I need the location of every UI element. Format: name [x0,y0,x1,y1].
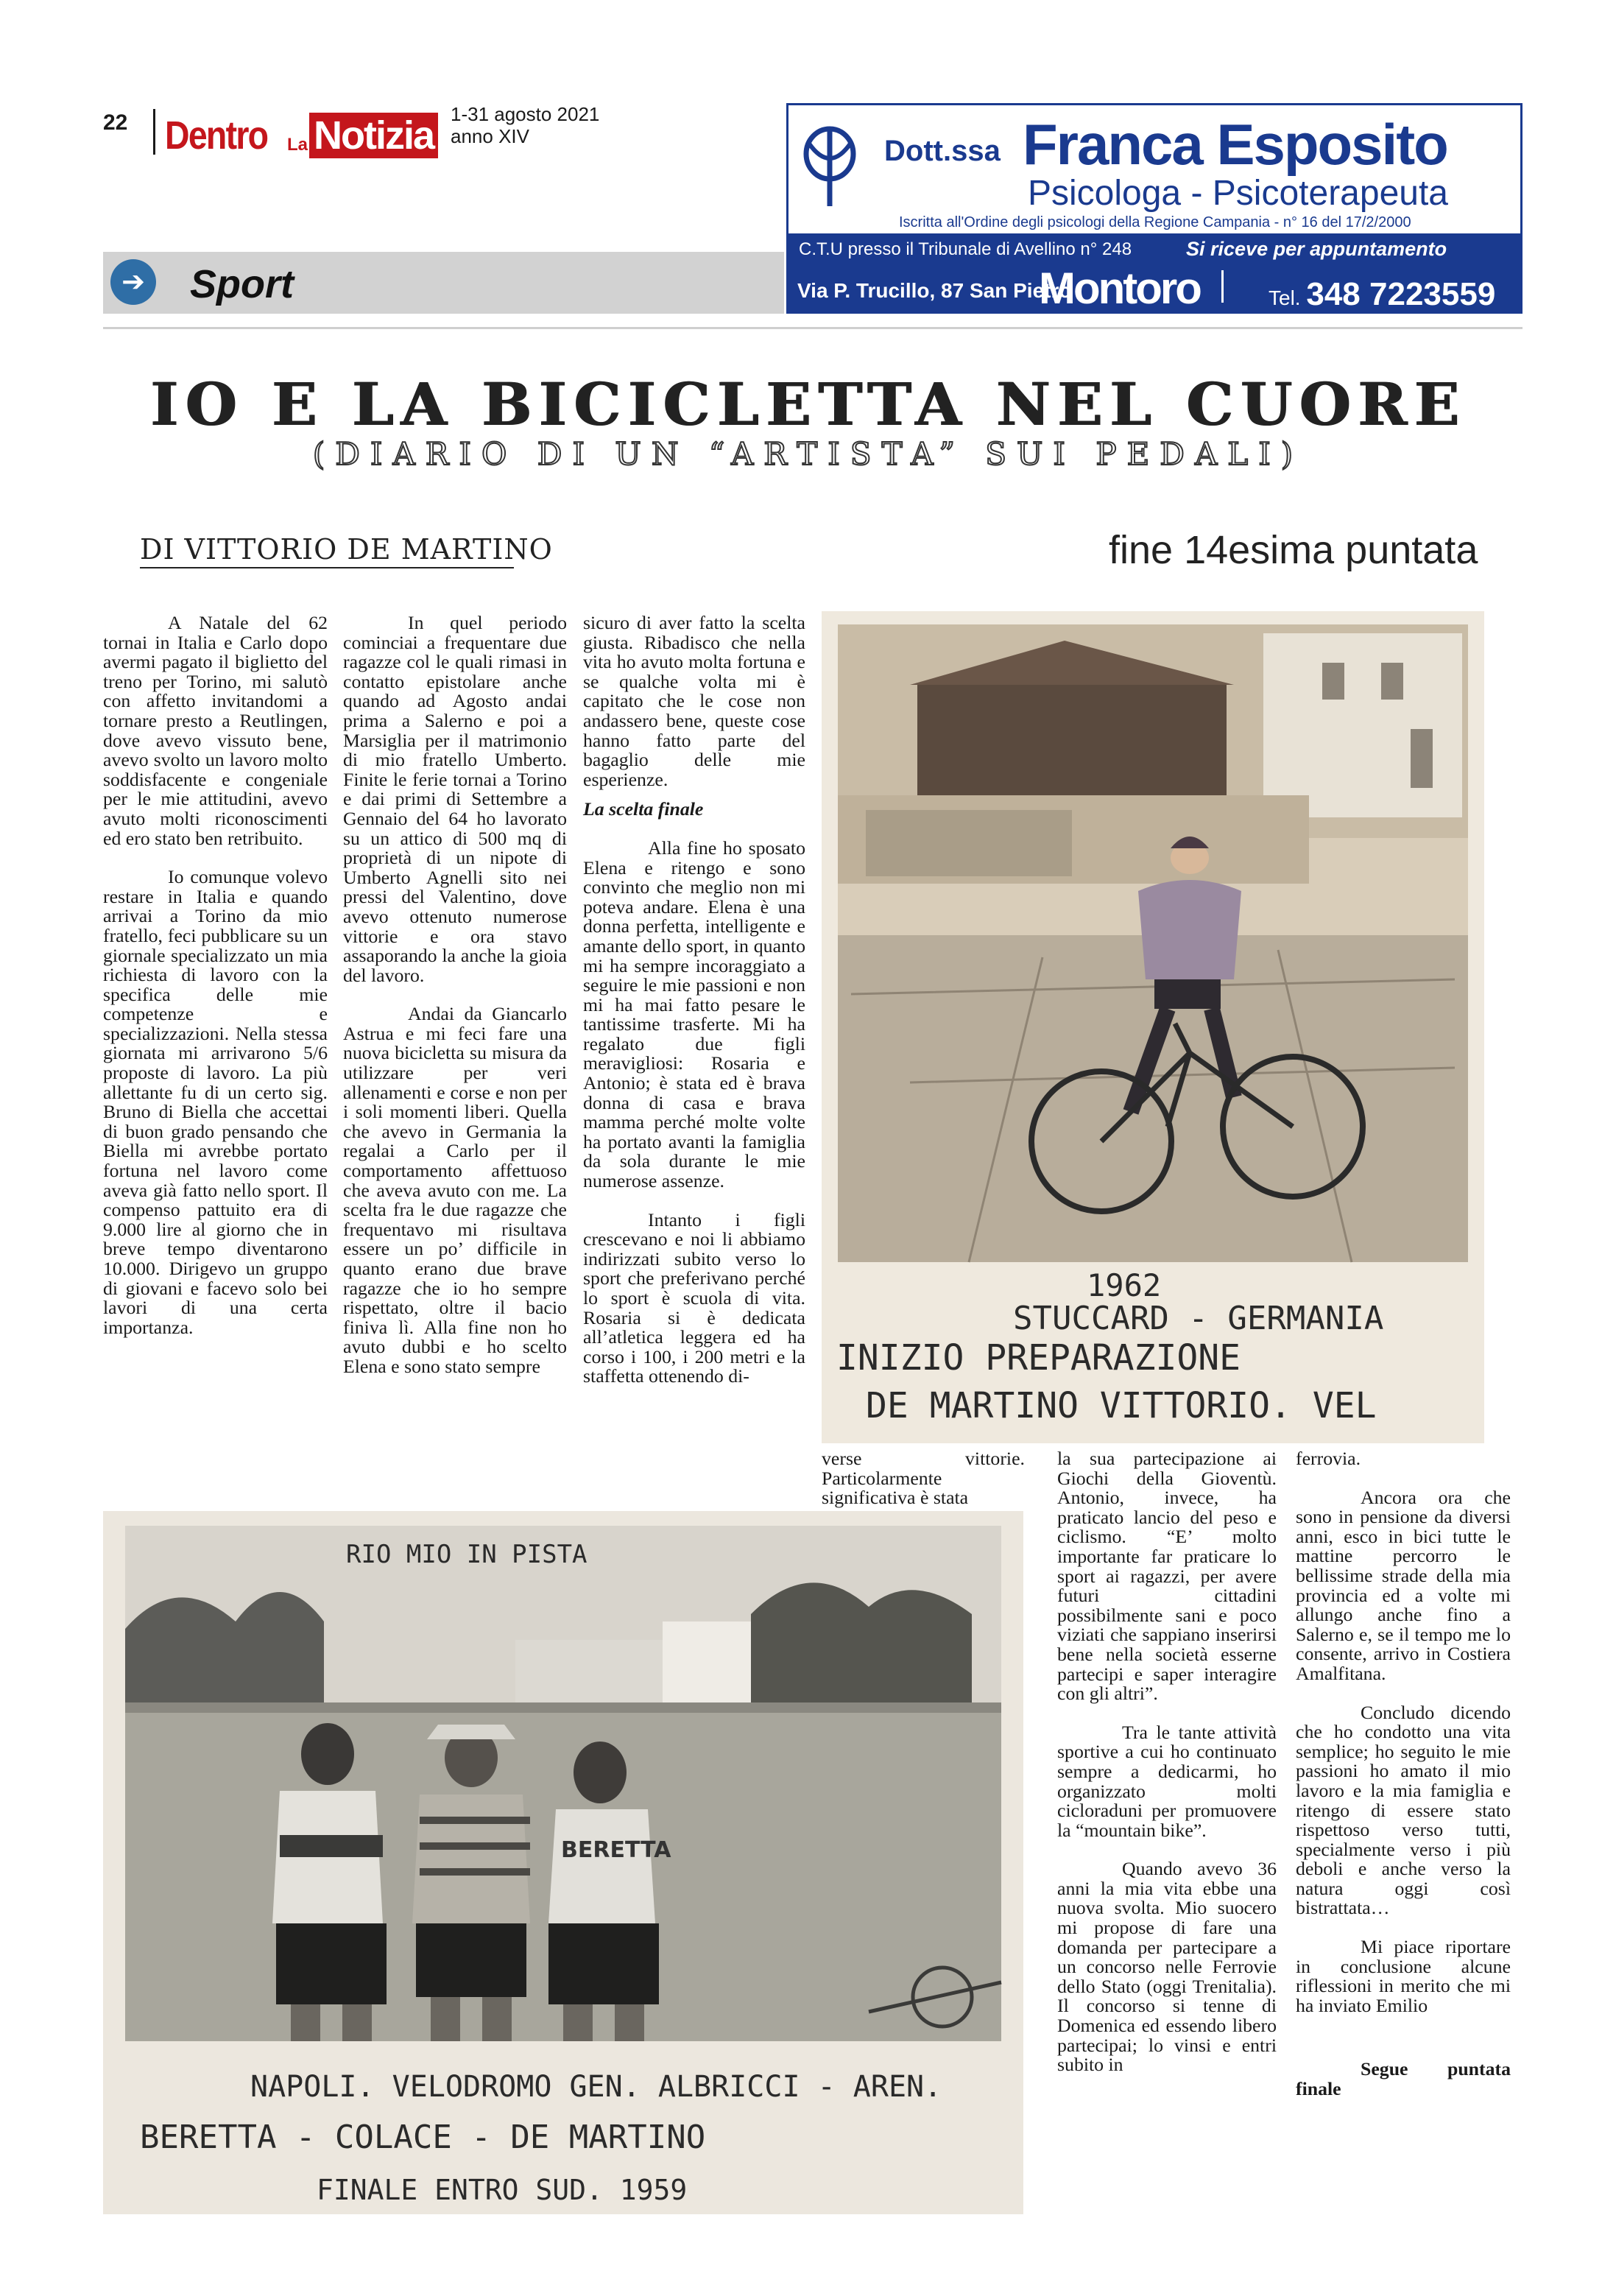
ad-profession: Psicologa - Psicoterapeuta [1028,174,1448,213]
photo-velodrome-1959[interactable] [103,1511,1023,2214]
episode-label: fine 14esima puntata [1109,528,1478,572]
ad-appointment: Si riceve per appuntamento [1186,238,1447,260]
paragraph: Quando avevo 36 anni la mia vita ebbe una nuova svolta. Mio suocero mi propose di fare una domanda per partecipare a un concorso nelle Ferrovie dello Stato (oggi Trenitalia). Il concorso si tenne di Domenica ed essendo libero partecipai; lo vinsi e entri subito in [1057,1858,1277,2076]
ad-name: Franca Esposito [1023,112,1447,177]
byline-underline [140,567,514,568]
header-divider [103,327,1523,329]
paragraph: Andai da Giancarlo Astrua e mi feci fare una nuova bicicletta su misura da utilizzare per veri allenamenti e corse e non per i soli momenti liberi. Quella che avevo in Germania la regalai a Carlo per il comportamento affettuoso che aveva avuto con me. La scelta fra le due ragazze che frequentavo mi risultava essere un po’ difficile in quanto erano due brave ragazze che io ho sempre rispettato, oltre il bacio finiva lì. Alla fine non ho avuto dubbi e ho scelto Elena e sono stato sempre [343,1003,567,1377]
ad-tel-prefix: Tel. [1269,286,1301,309]
photo1-caption-prep: INIZIO PREPARAZIONE [836,1337,1241,1378]
text-column-4 [822,1449,1025,1508]
jersey-text: BERETTA [561,1837,671,1863]
text-column-6 [1296,1449,1511,2099]
logo-word-notizia: Notizia [309,113,438,158]
text-column-3 [583,613,805,1387]
logo-word-dentro: Dentro [165,113,268,158]
paragraph: In quel periodo cominciai a frequentare due ragazze col le quali rimasi in contatto epistolare anche quando ad Agosto andai prima a Salerno e poi a Marsiglia per il matrimonio di mio fratello Umberto. Finite le ferie tornai a Torino e dai primi di Settembre a Gennaio del 64 ho lavorato su un attico di 500 mq di proprietà di un nipote di Umberto Agnelli sito nei pressi del Valentino, dove avevo ottenuto numerose vittorie e ora stavo assaporando la anche la gioia del lavoro. [343,612,567,986]
paragraph: A Natale del 62 tornai in Italia e Carlo dopo avermi pagato il biglietto del treno per Torino, mi salutò con affetto invitandomi a tornare presto a Reutlingen, dove avevo vissuto bene, avevo svolto un lavoro molto soddisfacente e congeniale per le mie attitudini, avevo avuto molti riconoscimenti ed ero stato ben retribuito. [103,612,328,849]
paragraph: Concludo dicendo che ho condotto una vita semplice; ho seguito le mie passioni ho amato il mio lavoro e la mia famiglia e ritengo di essere stato rispettoso verso tutti, specialmente verso i più deboli e anche verso la natura oggi così bistrattata… [1296,1701,1511,1919]
photo2-caption-place: NAPOLI. VELODROMO GEN. ALBRICCI - AREN. [250,2070,942,2104]
photo1-caption-year: 1962 [1087,1267,1162,1303]
ad-separator [1221,270,1224,303]
photo2-caption-names: BERETTA - COLACE - DE MARTINO [140,2119,706,2156]
ad-address: Via P. Trucillo, 87 San Pietro [797,279,1072,302]
section-label[interactable]: Sport [190,262,294,306]
psi-logo-icon [800,122,881,210]
text-column-5 [1057,1449,1277,2075]
masthead-divider [153,109,155,155]
ad-town: Montoro [1039,264,1200,313]
article-subtitle: (DIARIO DI UN “ARTISTA” SUI PEDALI) [312,436,1304,472]
photo2-caption-event: FINALE ENTRO SUD. 1959 [317,2174,688,2206]
newspaper-logo[interactable] [165,107,438,158]
paragraph: ferrovia. [1296,1448,1361,1469]
photo1-caption-place: STUCCARD - GERMANIA [1013,1300,1384,1337]
paragraph: Alla fine ho sposato Elena e ritengo e sono convinto che meglio non mi poteva andare. Elena è una donna perfetta, intelligente e amante dello sport, in quanto mi ha sempre incoraggiato a seguire le mie passioni e non mi ha mai fatto pesare le tantissime trasferte. Mi ha regalato due figli meravigliosi: Rosaria e Antonio; è stata ed è brava donna di casa e brava mamma perché molte volte ha portato avanti la famiglia da sola durante le mie numerose assenze. [583,837,805,1192]
photo2-top-note: RIO MIO IN PISTA [346,1540,588,1569]
paragraph: verse vittorie. Particolarmente significativa è stata [822,1448,1025,1509]
article-byline: DI VITTORIO DE MARTINO [140,533,553,566]
article-title: IO E LA BICICLETTA NEL CUORE [149,370,1467,439]
paragraph: Tra le tante attività sportive a cui ho continuato sempre a dedicarmi, ho organizzato molti cicloraduni per promuovere la “mountain bike”. [1057,1721,1277,1841]
issue-info [451,103,599,147]
paragraph: la sua partecipazione ai Giochi della Gioventù. Antonio, invece, ha praticato lancio del peso e ciclismo. “E’ molto importante far praticare lo sport ai ragazzi, per avere futuri cittadini possibilmente sani e poco viziati che sappiano inserirsi bene nella società esserne partecipi e saper interagire con gli altri”. [1057,1448,1277,1705]
text-column-1 [103,613,328,1337]
paragraph: Intanto i figli crescevano e noi li abbiamo indirizzati subito verso lo sport che preferivano perché lo sport è scuola di vita. Rosaria si è dedicata all’atletica leggera ed ha corso i 100, i 200 metri e la staffetta ottenendo di- [583,1208,805,1387]
issue-volume: anno XIV [451,125,529,147]
arrow-right-icon: ➔ [110,259,156,305]
ad-registration: Iscritta all'Ordine degli psicologi della Regione Campania - n° 16 del 17/2/2000 [899,214,1411,230]
advertisement-box[interactable] [786,103,1523,314]
paragraph: sicuro di aver fatto la scelta giusta. Ribadisco che nella vita ho avuto molta fortuna e se qualche volta mi è capitato che le cose non andassero bene, queste cose hanno fatto parte del bagaglio delle mie esperienze. [583,612,805,790]
paragraph: Ancora ora che sono in pensione da diversi anni, esco in bici tutte le mattine percorro le bellissime strade della mia provincia ed a volte mi allungo anche fino a Salerno e, se il tempo me lo consente, arrivo in Costiera Amalfitana. [1296,1486,1511,1684]
paragraph: Io comunque volevo restare in Italia e quando arrivai a Torino da mio fratello, feci pubblicare su un giornale specializzato un mia richiesta di lavoro con la specifica delle mie competenze e specializzazioni. Nella stessa giornata mi arrivarono 5/6 proposte di lavoro. La più allettante fu di un certo sig. Bruno di Biella che accettai di buon grado pensando che Biella mi avrebbe portato fortuna nel lavoro come aveva già fatto nello sport. Il compenso pattuito era di 9.000 lire al giorno che in breve tempo diventarono 10.000. Dirigevo un gruppo di giovani e facevo solo bei lavori di una certa importanza. [103,866,328,1338]
ad-ctu: C.T.U presso il Tribunale di Avellino n° 248 [799,239,1132,259]
photo-cyclist-1962[interactable] [822,611,1484,1443]
paragraph: Mi piace riportare in conclusione alcune riflessioni in merito che mi ha inviato Emilio [1296,1936,1511,2016]
ad-telephone[interactable] [1269,276,1495,313]
photo1-caption-name: DE MARTINO VITTORIO. VEL [866,1385,1377,1426]
issue-date: 1-31 agosto 2021 [451,103,600,125]
ad-contact-band [788,233,1520,311]
text-column-2 [343,613,567,1377]
page-number: 22 [103,110,128,135]
ad-title-prefix: Dott.ssa [884,135,1001,167]
continues-note: Segue puntata finale [1296,2058,1511,2100]
subheading: La scelta finale [583,798,704,820]
logo-word-la: La [287,135,308,155]
ad-tel-number: 348 7223559 [1306,276,1496,312]
